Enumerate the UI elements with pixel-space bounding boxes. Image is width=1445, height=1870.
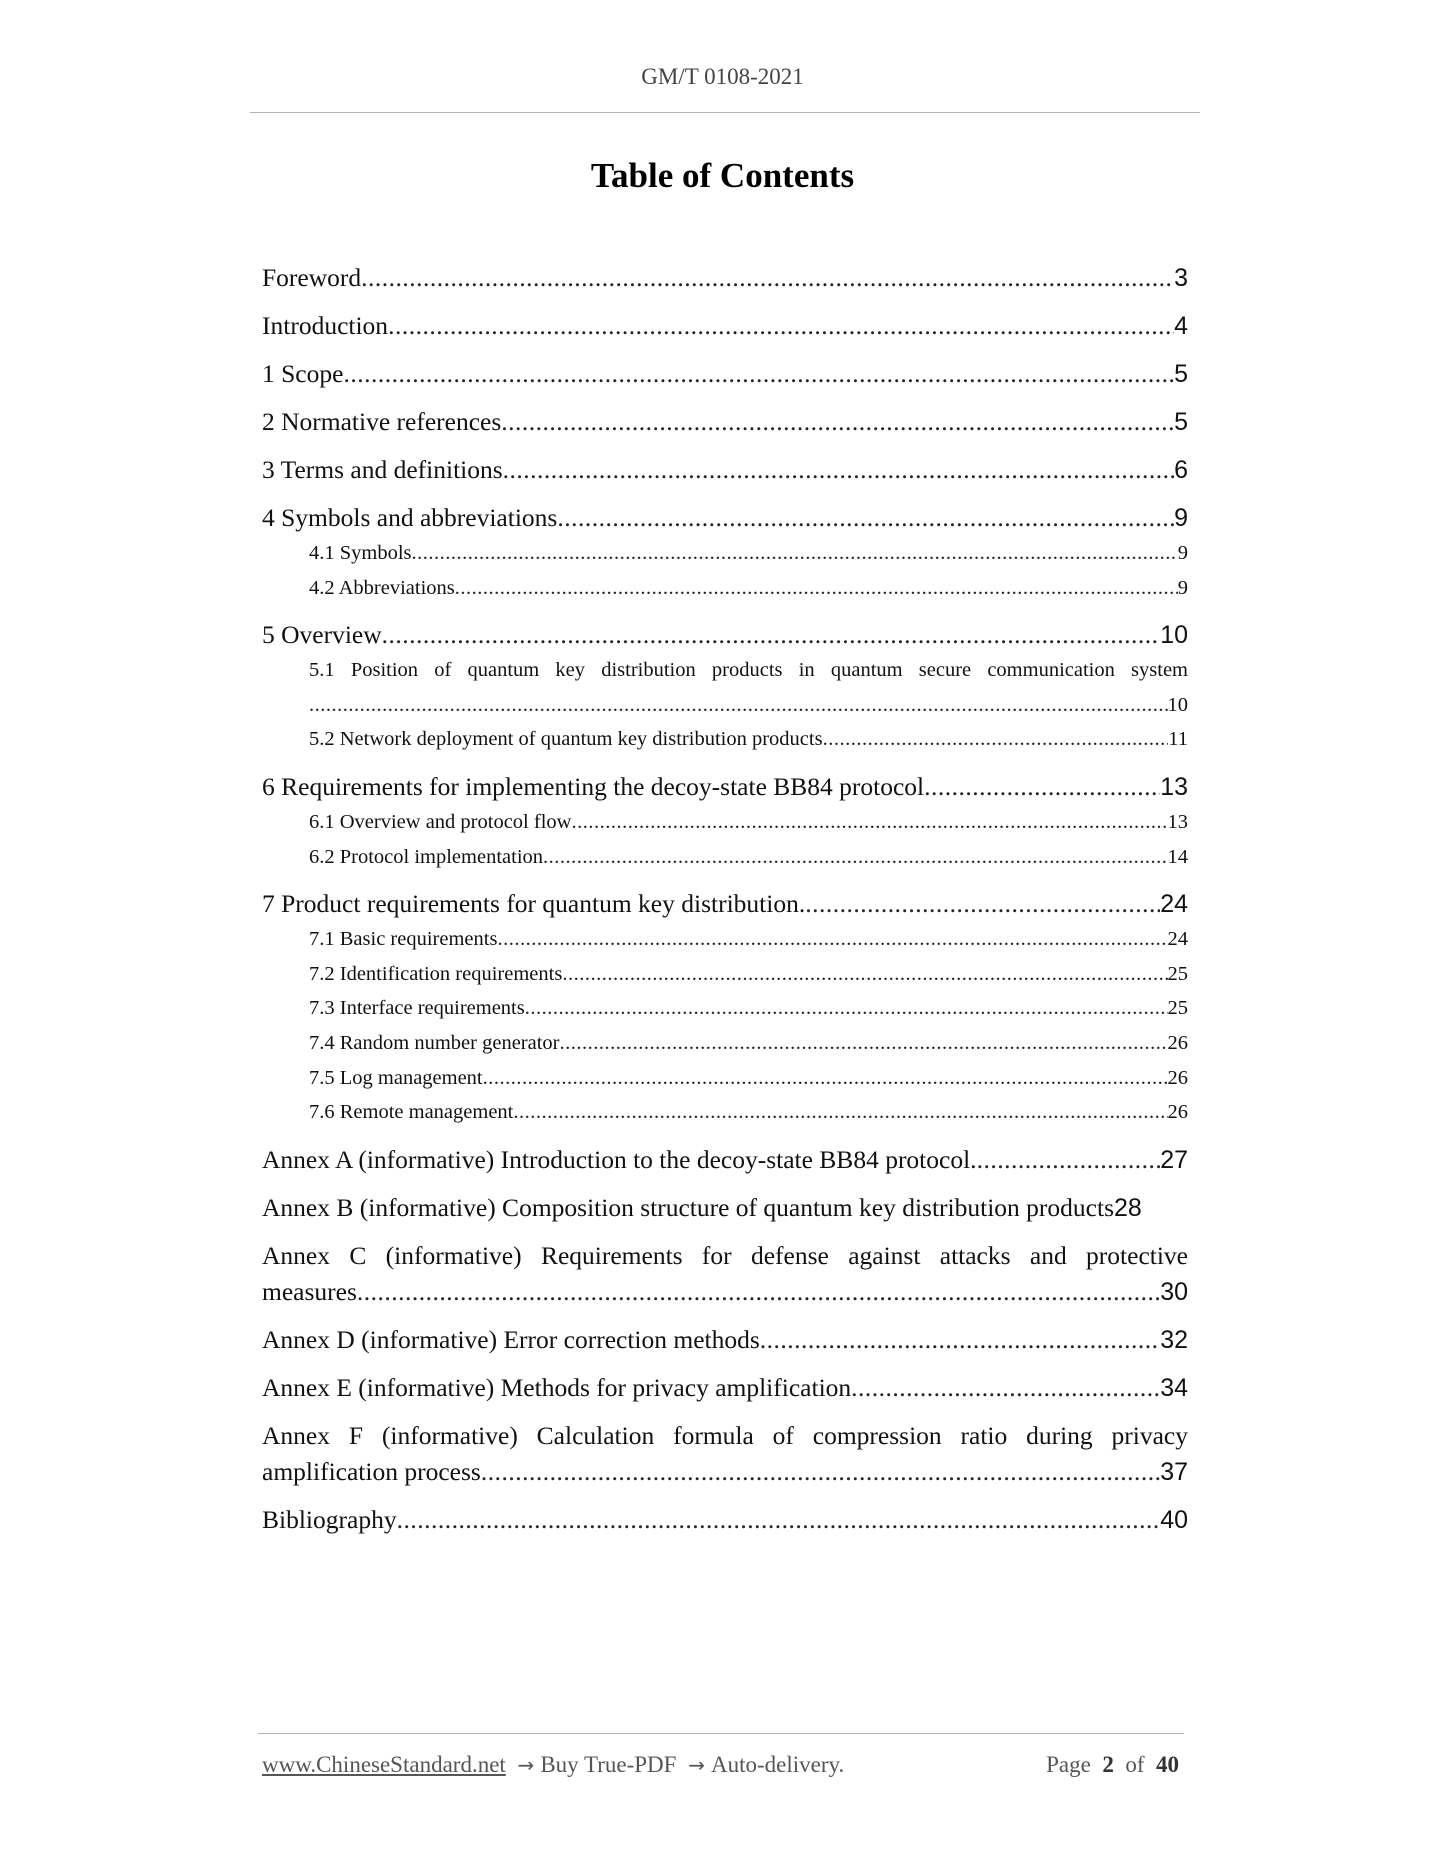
toc-entry-page: 9 [1174, 504, 1188, 532]
toc-leader-dots [805, 886, 1160, 922]
toc-leader-dots [924, 769, 1160, 805]
toc-entry-annex-c[interactable] [262, 1238, 1188, 1310]
toc-entry-terms-definitions[interactable] [262, 452, 1188, 488]
toc-entry-page: 5 [1174, 408, 1188, 436]
toc-leader-dots [543, 840, 1167, 875]
toc-entry-title: Annex B (informative) Composition structure of quantum key distribution products [262, 1192, 1114, 1222]
toc-leader-dots [481, 1454, 1160, 1490]
toc-subentry-7-3[interactable] [262, 991, 1188, 1026]
toc-entry-page: 28 [1114, 1193, 1142, 1222]
toc-subentry-7-6[interactable] [262, 1095, 1188, 1130]
toc-entry-title: 6.1 Overview and protocol flow [309, 810, 572, 833]
toc-entry-page: 3 [1174, 264, 1188, 292]
toc-subentry-4-2[interactable] [262, 571, 1188, 606]
toc-entry-title: 7.6 Remote management [309, 1101, 514, 1124]
toc-subentry-7-4[interactable] [262, 1026, 1188, 1061]
toc-entry-page: 11 [1168, 728, 1188, 751]
toc-leader-dots [525, 991, 1168, 1026]
toc-leader-dots [977, 1142, 1161, 1178]
current-page: 2 [1102, 1752, 1114, 1777]
toc-entry-page: 14 [1167, 845, 1188, 868]
toc-entry-title: Annex A (informative) Introduction to the decoy-state BB84 protocol. [262, 1144, 977, 1174]
toc-subentry-7-1[interactable] [262, 922, 1188, 957]
toc-entry-page: 13 [1167, 810, 1188, 833]
toc-entry-product-requirements[interactable] [262, 886, 1188, 922]
toc-entry-normative-references[interactable] [262, 404, 1188, 440]
toc-entry-title-line1: Annex C (informative) Requirements for defense against attacks and protective [262, 1240, 1188, 1270]
toc-leader-dots [559, 1026, 1167, 1061]
toc-entry-title: Annex D (informative) Error correction methods [262, 1324, 760, 1354]
toc-entry-requirements-bb84[interactable] [262, 769, 1188, 805]
toc-entry-page: 37 [1160, 1457, 1188, 1486]
toc-entry-annex-e[interactable] [262, 1370, 1188, 1406]
toc-entry-annex-d[interactable] [262, 1322, 1188, 1358]
toc-entry-page: 26 [1167, 1031, 1188, 1054]
toc-leader-dots [309, 688, 1168, 723]
site-link[interactable]: www.ChineseStandard.net [262, 1752, 506, 1777]
toc-entry-page: 13 [1160, 772, 1188, 801]
footer-promo [262, 1752, 844, 1778]
table-of-contents [262, 260, 1188, 1538]
toc-entry-title-line2: amplification process [262, 1456, 481, 1486]
toc-entry-title: 5.2 Network deployment of quantum key distribution products [309, 728, 823, 751]
toc-entry-title: 4.1 Symbols [309, 542, 412, 564]
toc-subentry-7-2[interactable] [262, 957, 1188, 992]
toc-entry-page: 25 [1167, 997, 1188, 1020]
toc-entry-title: 4 Symbols and abbreviations [262, 503, 558, 532]
header-rule [250, 112, 1200, 113]
toc-subentry-6-1[interactable] [262, 805, 1188, 840]
toc-leader-dots [501, 404, 1174, 440]
toc-entry-title: 6.2 Protocol implementation [309, 845, 544, 868]
buy-text: Buy True-PDF [540, 1752, 677, 1777]
toc-entry-title: 7.2 Identification requirements [309, 962, 563, 985]
toc-entry-page: 4 [1174, 312, 1188, 340]
toc-subentry-5-1[interactable] [262, 653, 1188, 722]
toc-entry-title: Annex E (informative) Methods for privacy amplification [262, 1372, 852, 1402]
toc-entry-scope[interactable] [262, 356, 1188, 392]
total-pages: 40 [1156, 1752, 1179, 1777]
toc-subentry-5-2[interactable] [262, 722, 1188, 757]
toc-entry-page: 26 [1167, 1066, 1188, 1089]
toc-entry-page: 10 [1160, 621, 1188, 650]
toc-entry-symbols-abbreviations[interactable] [262, 500, 1188, 536]
toc-entry-title: 7 Product requirements for quantum key distribution. [262, 889, 806, 919]
toc-entry-annex-f[interactable] [262, 1418, 1188, 1490]
toc-leader-dots [388, 308, 1174, 344]
toc-subentry-7-5[interactable] [262, 1061, 1188, 1096]
toc-entry-page: 27 [1160, 1145, 1188, 1174]
toc-leader-dots [412, 536, 1178, 571]
toc-leader-dots [503, 452, 1174, 488]
toc-leader-dots [455, 571, 1178, 606]
toc-entry-page: 24 [1167, 928, 1188, 951]
toc-entry-title: 7.3 Interface requirements [309, 997, 525, 1020]
toc-subentry-4-1[interactable] [262, 536, 1188, 571]
page-label: Page [1046, 1752, 1091, 1777]
toc-subentry-6-2[interactable] [262, 840, 1188, 875]
toc-leader-dots [357, 1274, 1160, 1310]
toc-entry-title: 1 Scope [262, 359, 344, 388]
toc-leader-dots [557, 500, 1174, 536]
of-label: of [1125, 1752, 1145, 1777]
toc-entry-page: 24 [1160, 890, 1188, 919]
toc-entry-page: 40 [1160, 1505, 1188, 1534]
toc-entry-page: 30 [1160, 1277, 1188, 1306]
toc-leader-dots [382, 617, 1161, 653]
toc-entry-page: 34 [1160, 1373, 1188, 1402]
toc-entry-title: Bibliography [262, 1504, 397, 1534]
toc-leader-dots [571, 805, 1167, 840]
toc-leader-dots [760, 1322, 1160, 1358]
arrow-right-icon: → [688, 1753, 705, 1777]
arrow-right-icon: → [517, 1753, 535, 1777]
toc-entry-title: 6 Requirements for implementing the decoy-state BB84 protocol [262, 771, 925, 801]
toc-entry-page: 10 [1167, 693, 1188, 716]
toc-entry-page: 9 [1177, 576, 1188, 599]
toc-entry-title-line2: measures [262, 1276, 357, 1306]
toc-leader-dots [361, 260, 1174, 296]
toc-entry-page: 5 [1174, 360, 1188, 388]
toc-entry-title: Introduction [262, 311, 389, 340]
page-number [1046, 1752, 1179, 1778]
toc-leader-dots [343, 356, 1174, 392]
toc-leader-dots [513, 1095, 1167, 1130]
page-title: Table of Contents [590, 156, 855, 195]
running-header: GM/T 0108-2021 [641, 64, 804, 89]
toc-entry-annex-b[interactable] [262, 1190, 1188, 1226]
toc-leader-dots [851, 1370, 1160, 1406]
toc-entry-bibliography[interactable] [262, 1502, 1188, 1538]
toc-entry-title: 7.1 Basic requirements [309, 928, 498, 951]
toc-entry-title-line1: Annex F (informative) Calculation formula of compression ratio during privacy [262, 1420, 1188, 1450]
toc-leader-dots [483, 1061, 1168, 1096]
toc-entry-title: 7.5 Log management [309, 1066, 483, 1089]
toc-entry-title: Foreword [262, 263, 362, 292]
footer-rule [258, 1733, 1184, 1734]
toc-leader-dots [823, 722, 1169, 757]
toc-entry-title: 5.1 Position of quantum key distribution products in quantum secure communication system [309, 659, 1188, 682]
toc-entry-title: 7.4 Random number generator [309, 1031, 560, 1054]
toc-entry-overview[interactable] [262, 617, 1188, 653]
toc-entry-page: 32 [1160, 1325, 1188, 1354]
toc-entry-page: 25 [1167, 962, 1188, 985]
toc-entry-introduction[interactable] [262, 308, 1188, 344]
toc-entry-page: 26 [1167, 1101, 1188, 1124]
toc-entry-foreword[interactable] [262, 260, 1188, 296]
toc-entry-title: 2 Normative references [262, 407, 502, 436]
toc-leader-dots [397, 1502, 1161, 1538]
toc-entry-page: 6 [1174, 456, 1188, 484]
toc-entry-title: 5 Overview [262, 620, 382, 650]
toc-entry-title: 3 Terms and definitions [262, 455, 503, 484]
toc-leader-dots [562, 957, 1167, 992]
toc-leader-dots [497, 922, 1167, 957]
delivery-text: Auto-delivery. [710, 1752, 845, 1777]
toc-entry-annex-a[interactable] [262, 1142, 1188, 1178]
toc-entry-title: 4.2 Abbreviations [309, 576, 455, 599]
toc-entry-page: 9 [1177, 542, 1188, 564]
